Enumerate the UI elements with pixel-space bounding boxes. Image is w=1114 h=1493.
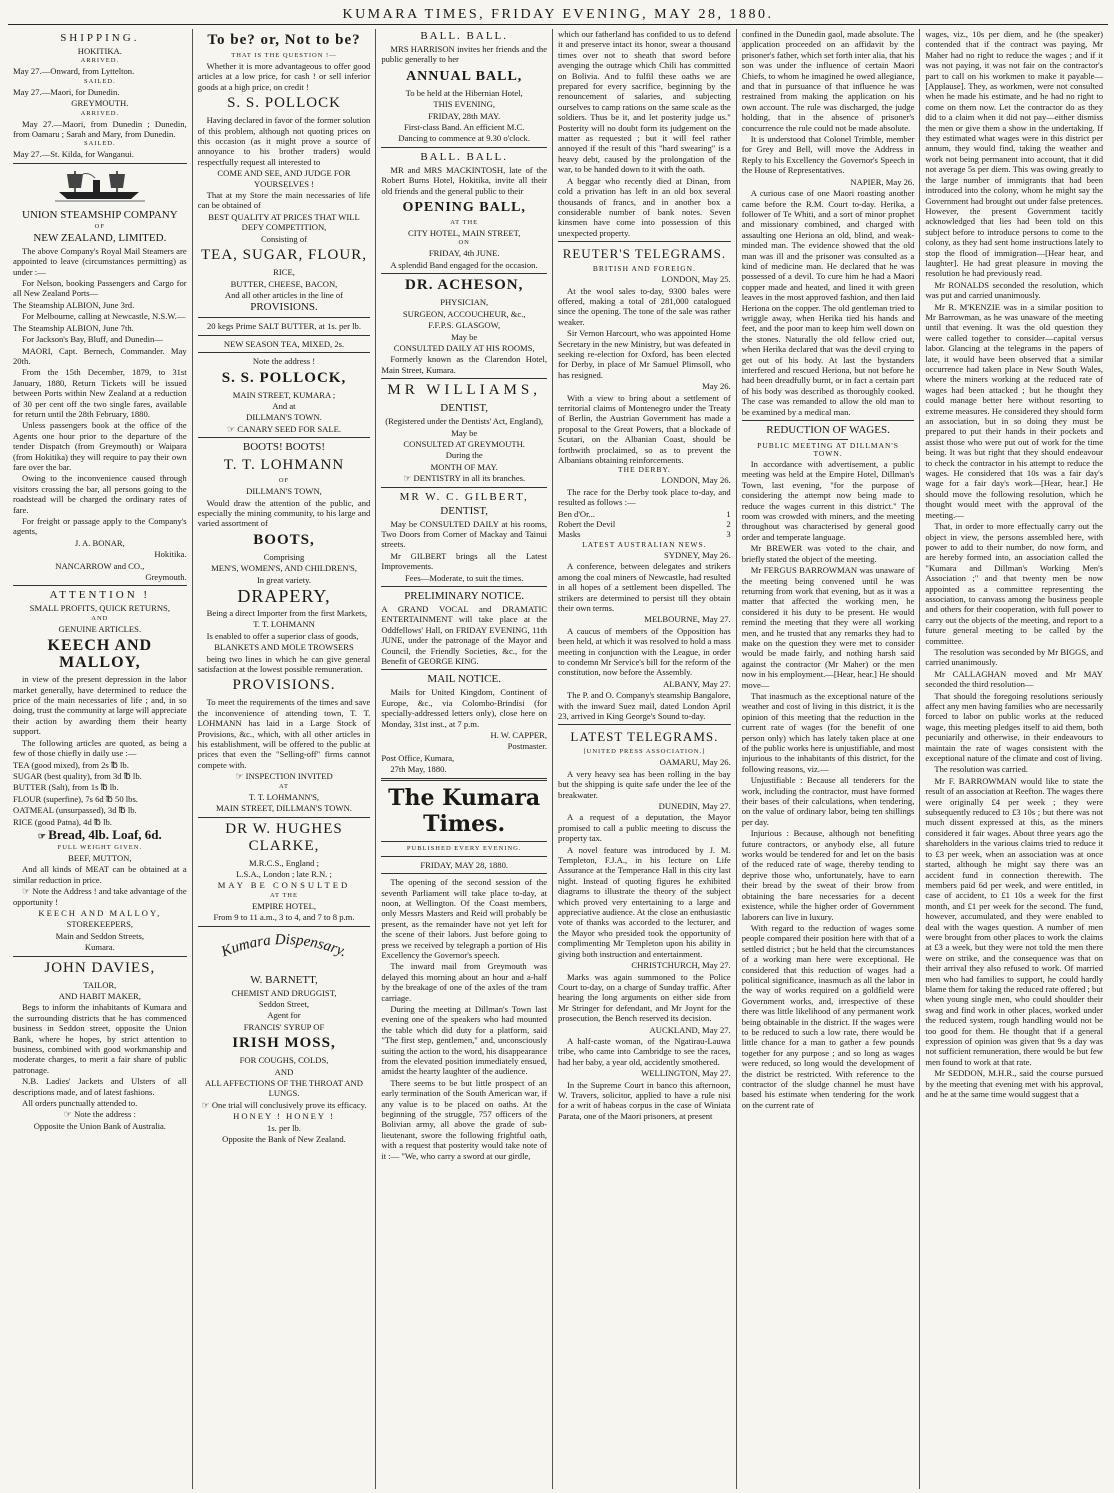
sailed-label: SAILED. [83,77,116,85]
paragraph: ALL AFFECTIONS OF THE THROAT AND LUNGS. [205,1077,363,1099]
paragraph: BEEF, MUTTON, [68,852,132,863]
slogan: COME AND SEE, AND JUDGE FOR YOURSELVES ! [217,168,351,189]
arrived-label: ARRIVED. [80,57,120,65]
pointing-hand-icon: ☞ [63,1109,75,1120]
paragraph: May be [451,331,478,342]
paragraph: Mr CALLAGHAN moved and Mr MAY seconded the third resolution— [925,668,1104,690]
resolution-text: That inasmuch as the exceptional nature of the weather and cost of living in this district, it is the opinion of this meeting that the reduction in the current rate of wages (for the benefit of one person only) which has lately taken place at one of the public works here is unjustifiable, and most injurious to the inhabitants of this district, for the following reasons, viz.— [741,690,915,774]
consult-line: CONSULTED AT GREYMOUTH. [403,438,525,449]
notice-text: DENTISTRY in all its branches. [413,473,526,484]
credential: M.R.C.S., England ; [249,857,319,868]
agent-name: J. A. BONAR, [74,537,125,548]
paragraph: A beggar who recently died at Dinan, from cold a privation has left in an old box several thousands of francs, and in another box a considerable number of bank notes. Seven kinsmen have come into possession of this unexpected property. [558,175,731,238]
paragraph: For Melbourne, calling at Newcastle, N.S.W.— [22,311,186,322]
goods-line: RICE, [273,267,295,278]
paragraph: Marks was again summoned to the Police Court to-day, on a charge of Sunday traffic. After hearing the long arguments on either side from Mr Stringer for defendant, and Mr Joynt for the prosecution, the Bench reserved its decision. [558,971,731,1024]
trade-line: TAILOR, [83,979,117,990]
price-line: 1s. per lb. [267,1122,301,1133]
editorial-paragraph: There seems to be but little prospect of an early termination of the South American war, if any value is to be placed on oaths. At the beginning of the struggle, 757 officers of the Bolivian army, all above the grade of sub-lieutenant, swore the following frightful oath, with a request that posterity would take note of it :— "We, who carry a sword at our girdle, [381,1077,548,1161]
union-steamship-heading: UNION STEAMSHIP COMPANY [22,208,178,221]
dentist-line: DENTIST, [440,402,489,415]
horse-name: Robert the Devil [558,519,616,530]
shipping-entry: May 27.—Maori, for Dunedin. [13,86,120,97]
slogan: GENUINE ARTICLES. [58,623,142,634]
divider [558,241,731,242]
ball-heading-2: BALL. BALL. [420,150,509,163]
paragraph: NEW SEASON TEA, MIXED, 2s. [223,338,345,349]
price-item: OATMEAL (unsurpassed), 3d ℔ lb. [13,805,137,816]
paragraph: It is understood that Colonel Trimble, member for Grey and Bell, will move the Address in Reply to his Excellency the Governor's Speech in the House of Representatives. [741,134,915,176]
australian-news-heading: LATEST AUSTRALIAN NEWS. [582,539,707,549]
dentist-line: DENTIST, [440,504,489,517]
paragraph: Opposite the Union Bank of Australia. [33,1120,166,1131]
port-greymouth: GREYMOUTH. [71,98,129,109]
dispensary-title: Kumara Dispensary. [219,931,349,960]
divider [381,273,547,274]
steamship-icon [55,168,145,202]
divider [808,439,848,440]
paragraph: A GRAND VOCAL and DRAMATIC ENTERTAINMENT will take place at the Oddfellows' Hall, on FRIDAY EVENING, 11th JUNE, under the patronage of the Mayor and Council, the Friendly Societies, &c., for the Benefit of GEORGE KING. [381,604,548,667]
pointing-hand-icon: ☞ [403,473,414,484]
goods-line: And all other articles in the line of [224,289,344,300]
paragraph: A a request of a deputation, the Mayor promised to call a public meeting to discuss the property tax. [558,812,731,844]
editorial-paragraph: The opening of the second session of the seventh Parliament will take place to-day, at noon, at Wellington. Of the Coast members, only Messrs Masters and Reid will probably be present, as the remainder have not yet left for the scene of their labors. Just before going to press we received by telegraph a portion of His Excellency the Governor's speech. [381,877,548,960]
paragraph: Comprising [263,551,305,562]
divider [198,437,371,438]
bread-text: Bread, 4lb. Loaf, 6d. [48,826,162,842]
paragraph [13,1109,187,1119]
boots-heading: BOOTS! BOOTS! [242,441,326,454]
office-line: Post Office, Kumara, [381,752,455,763]
paragraph: FOR COUGHS, COLDS, [239,1055,329,1066]
paragraph: In accordance with advertisement, a public meeting was held at the Empire Hotel, Dillman's Town, last evening, "for the purpose of considering the attempt now being made to reduce the wages current in this district." The room was crowded with miners, and the meeting throughout was characterised by general good order and temperate language. [741,459,915,542]
paragraph [198,771,371,781]
paragraph: Is enabled to offer a superior class of goods, [206,630,359,641]
paragraph: The following articles are quoted, as being a few of those chiefly in daily use :— [13,737,187,759]
arrived-label: ARRIVED. [80,109,120,117]
resolution-text: That should the foregoing resolutions seriously affect any men having families who are necessarily forced to labor on public works at the reduced wage, this meeting pledges itself to aid them, both pecuniarily and otherwise, in their endeavours to maintain the rate of wages consistent with the exceptional nature of the climate and cost of living. [925,690,1104,764]
address-line: T. T. LOHMANN'S, [248,791,320,802]
hughes-clarke-heading: DR W. HUGHES CLARKE, [225,820,343,854]
paragraph: May be [451,427,478,438]
paragraph: Dancing to commence at 9.30 o'clock. [398,133,530,144]
paragraph: FRANCIS' SYRUP OF [243,1021,325,1032]
divider [198,335,371,336]
paragraph: Unless passengers book at the office of the Agents one hour prior to the departure of the tender Dispatch (from Greymouth) or Waipara (from Hokitika) they will require to pay their own fare over the bar. [13,420,187,472]
issue-date: FRIDAY, MAY 28, 1880. [420,859,509,870]
paragraph: A conference, between delegates and strikers among the coal miners of Newcastle, had resulted in all hopes of a settlement been dispelled. The strikers are determined to persist till they obtain their own terms. [558,561,731,613]
paragraph: First-class Band. An efficient M.C. [403,122,525,133]
goods-line: BUTTER, CHEESE, BACON, [230,278,338,289]
press-association-label: [UNITED PRESS ASSOCIATION.] [583,748,706,756]
masthead: KUMARA TIMES, FRIDAY EVENING, MAY 28, 1880. [8,6,1108,25]
dateline: SYDNEY, May 26. [664,549,731,560]
editorial-paragraph: The inward mail from Greymouth was delayed this morning about an hour and a-half by the breakage of one of the axles of the tram carriage. [381,961,548,1003]
provisions-line: PROVISIONS. [250,301,318,314]
derby-heading: THE DERBY. [617,465,671,475]
address-line: MAIN STREET, DILLMAN'S TOWN. [216,803,352,814]
public-meeting-subheading: PUBLIC MEETING AT DILLMAN'S TOWN. [757,441,899,459]
paragraph: And all kinds of MEAT can be obtained at a similar reduction in price. [13,864,187,885]
paragraph: The Steamship ALBION, June 3rd. [13,299,135,310]
paragraph: To be held at the Hibernian Hotel, [405,87,523,98]
goods-heading: TEA, SUGAR, FLOUR, [201,247,367,264]
horse-name: Ben d'Or... [558,508,595,519]
paragraph [381,473,547,483]
paragraph: Owing to the inconvenience caused through visitors crossing the bar, all persons going to the roadstead will be charged the ordinary rates of fare. [13,473,187,515]
column-1 [8,29,192,1489]
paragraph: Mr FERGUS BARROWMAN was unaware of the meeting being convened until he was returning from work that evening, but as it was a matter that affected the working men, he considered it his duty to be present. He would remind the meeting that they were all working men, and he trusted that any remarks they had to make on the question they were met to consider would be made fairly, and nothing harsh said against the contractor (Mr Maher) or the men now in his employment.—[Hear, hear.] He should move— [741,565,915,690]
dateline: CHRISTCHURCH, May 27. [631,960,731,971]
price-item: TEA (good mixed), from 2s ℔ lb. [13,759,129,770]
paragraph: The Steamship ALBION, June 7th. [13,322,134,333]
paragraph: MR and MRS MACKINTOSH, late of the Robert Burns Hotel, Hokitika, invite all their old friends and the general public to their [381,164,548,196]
horse-name: Masks [558,529,581,540]
price-item: FLOUR (superfine), 7s 6d ℔ 50 lbs. [13,793,138,804]
paragraph: Mails for United Kingdom, Continent of Europe, &c., via Colombo-Brindisi (for specially-addressed letters only), close here on Monday, 31st inst., at 7 p.m. [381,687,548,729]
paragraph: Formerly known as the Clarendon Hotel, Main Street, Kumara. [381,354,548,375]
newspaper-title: The Kumara Times. [388,784,541,837]
paragraph: Mr RONALDS seconded the resolution, which was put and carried unanimously. [925,279,1104,301]
credential: F.F.P.S. GLASGOW, [428,320,501,331]
divider [381,856,547,857]
of-label: OF [94,222,105,230]
preliminary-notice-heading: PRELIMINARY NOTICE. [404,590,525,602]
slogan: SMALL PROFITS, QUICK RETURNS, [29,603,170,614]
address-line: Seddon Street, [258,998,310,1009]
race-result [558,529,731,539]
dispensary-arc-heading [198,930,371,973]
resolution-text: That, in order to more effectually carry out the object in view, the persons assembled here, with power to add to their number, do now form, and are hereby formed into, an association called the "Kumara and Dillman's Working Men's Association ;" and that twenty men be now appointed as a committee representing the association, to canvass among the business people and others for their cooperation, with full power to carry out the objects of the meeting, and report to a future general meeting to be called by the committee. [925,521,1104,646]
dateline: NAPIER, May 26. [850,176,915,187]
paragraph: Being a direct Importer from the first Markets, [206,608,368,618]
editorial-paragraph: During the meeting at Dillman's Town last evening one of the speakers who had mounted the table which did duty for a platform, said "The first step, gentlemen," and, unconsciously suiting the action to the word, his disappearance from the elevated position immediately ensued, amidst the hearty laughter of the audience. [381,1003,548,1077]
paragraph: A half-caste woman, of the Ngatirau-Lauwa tribe, who came into Cambridge to see the races, had her baby, a year old, accidently smothered. [558,1035,731,1067]
paragraph: The resolution was seconded by Mr BIGGS, and carried unanimously. [925,646,1104,668]
dateline: DUNEDIN, May 27. [658,801,731,811]
union-steamship-subheading: NEW ZEALAND, LIMITED. [33,231,167,244]
paragraph: For Jackson's Bay, Bluff, and Dunedin— [22,334,163,345]
address-line: CITY HOTEL, MAIN STREET, [407,228,521,239]
notice-text: INSPECTION INVITED [245,771,333,782]
paragraph: A very heavy sea has been rolling in the bay but the shipping is quite safe under the lee of the breakwater. [558,768,731,800]
paragraph: confined in the Dunedin gaol, made absolute. The application proceeded on an affidavit by the prisoner's father, which set forth inter alia, that his son was under the influence of certain Maori Chiefs, to whom he imagined he owed allegiance, and that in pursuance of that influence he was restrained from making the application on his own account. The rule was discharged, the judge holding, that in the absence of prisoner's concurrence the rule could not be made absolute. [741,29,915,133]
paragraph: The above Company's Royal Mail Steamers are appointed to leave (circumstances permitting) as under :— [13,245,187,277]
paragraph: With a view to bring about a settlement of territorial claims of Montenegro under the Treaty of Berlin, the Austrian Government has made a proposal to the Great Powers, that a blockade of Scutari, on the Albanian Coast, should be forthwith proclaimed, so as to prevent the Albanians obtaining reinforcements. [558,392,731,466]
dateline: LONDON, May 25. [661,274,731,285]
dispensary-arc [198,930,370,968]
paragraph: Mr F. BARROWMAN would like to state the result of an association at Reefton. The wages there were originally £4 per week ; they were subsequently reduced to £3 10s ; but there was not much dissent expressed at this, as the miners considered it fair wages. About three years ago the shareholders in the various claims tried to reduce it to £3 per week, when an association was at once started, although he might say there was an accident fund in connection therewith. The members paid 6d per week, and were entitled, in case of accident, to £1 10s a week for the first month, and £1 per week for the second. The fund, however, accumulated, and they were enabled to deal with the wages question. A number of men were brought from other places to work the claims at £3 a week, but they were not told the men there were on strike, and the consequence was that on their arrival they also refused to work. Of married men who had families to support, he could hardly blame them for taking the reduced rate offered ; but when young single men, who could shoulder their swag and find work in other places, worked under the reduced system, rough handling would not be too good for them. He thought that if a general expression of opinion was given that 9s a day was not sufficient remuneration, there would be but few men found to work at that rate. [925,775,1104,1067]
paragraph: With regard to the reduction of wages some people compared their position here with that of a settled district ; but he held that the circumstances of a working man here were exceptional. He considered that this reduction of wages had a political significance, inasmuch as all the labor in the way of works required on a goldfield were Government works, and, irrespective of these there was little likelihood of any permanent work being obtainable in the district. If the wages were to be reduced to such a low rate, there would be little chance for a man to gather a few pounds together for any purpose ; and so long as wages were reduced, so long would the development of the district be restricted. With reference to the contractor of the sludge channel he must have based his estimate when tendering for the work on the current rate of [741,922,915,1110]
opening-ball-display: OPENING BALL, [402,200,526,216]
paragraph: May be CONSULTED DAILY at his rooms, Two Doors from Corner of Mackay and Tainui streets. [381,518,548,550]
divider [381,873,547,874]
bread-heading [13,828,187,843]
paragraph: A caucus of members of the Opposition has been held, at which it was resolved to hold a mass meeting in conjunction with the League, in order to condemn Mr Service's bill for the reform of the constitution, now before the Assembly. [558,625,731,678]
dateline: AUCKLAND, May 27. [649,1024,731,1035]
divider [13,956,187,957]
svg-text:Kumara Dispensary. [218,931,349,960]
paragraph [198,1100,371,1110]
firm-name: KEECH AND MALLOY, [38,907,162,918]
paragraph: That at my Store the main necessaries of life can be obtained of [197,190,371,211]
paragraph: The race for the Derby took place to-day, and resulted as follows :— [558,486,731,508]
divider [381,669,547,670]
pollock-heading: S. S. POLLOCK [227,95,341,112]
paragraph: At the wool sales to-day, 9300 bales were offered, making a total of 281,000 catalogued since the opening. The tone of the sale was rather weaker. [558,285,731,327]
paragraph: Mr R. M'KENZIE was in a similar position to Mr Barrowman, as he was unaware of the meeting until that evening. It was the old question they were called together to consider—capital versus labor. Glancing at the telegrams in the papers of late, it would have been observed that a similar occurrence had taken place in New South Wales, where the miners working at the reduced rate of wages had been attacked ; but he thought they could manage better here without resorting to extreme measures. He considered they should form an association, but in so doing they must be prepared to put their hands in their pockets and assist those who were put out of work for the time being. It was but right that they should endeavour to check the contractor in his attempt to reduce the wages. He considered that 10s was a fair day's wage for a fair day's work—[Hear, hear.] He should move the following resolution, which he thought would meet with the approval of the meeting.— [925,301,1104,520]
paragraph: MRS HARRISON invites her friends and the public generally to her [381,44,548,65]
divider [198,317,371,318]
reduction-of-wages-heading: REDUCTION OF WAGES. [766,424,890,437]
agent-name: NANCARROW and CO., [55,560,145,571]
agent-place: Hokitika. [154,549,187,560]
bread-subheading: FULL WEIGHT GIVEN. [57,843,143,851]
dateline: May 26. [702,381,731,392]
divider [381,487,547,488]
divider [13,163,187,164]
address-line: MAIN STREET, KUMARA ; [232,389,336,400]
credential: PHYSICIAN, [440,297,489,308]
trade-line: AND HABIT MAKER, [58,991,141,1001]
column-4 [552,29,736,1489]
paragraph: For freight or passage apply to the Company's agents, [13,516,187,537]
address-line: DILLMAN'S TOWN. [246,412,322,423]
shipping-entry: May 27.—Maori, from Dunedin ; Dunedin, from Oamaru ; Sarah and Mary, from Dunedin. [13,118,187,140]
boots-display: BOOTS, [253,531,315,548]
paragraph [198,424,371,434]
paragraph: AND [274,1066,294,1077]
mail-notice-heading: MAIL NOTICE. [427,673,501,686]
divider [198,926,371,927]
reuters-heading: REUTER'S TELEGRAMS. [562,246,727,262]
consult-line: MAY BE CONSULTED [217,880,351,891]
paragraph: Agent for [267,1010,301,1021]
divider [381,378,547,379]
john-davies-heading: JOHN DAVIES, [44,959,156,976]
dateline: LONDON, May 26. [661,475,731,486]
drapery-display: DRAPERY, [237,586,331,606]
acheson-heading: DR. ACHESON, [405,277,524,294]
paragraph: To meet the requirements of the times and save the inconvenience of attending town, T. T. LOHMANN has laid in a Large Stock of Provisions, &c., which, with all other articles in his establishment, will be offered to the public at prices that even the "Selling-off" firms cannot compete with. [197,697,371,770]
paragraph: T. T. LOHMANN [253,619,315,630]
price-item: SUGAR (best quality), from 3d ℔ lb. [13,770,142,781]
provisions-heading: PROVISIONS. [232,677,336,694]
signature-title: Postmaster. [507,741,548,752]
address-line: EMPIRE HOTEL, [252,900,316,911]
firm-address: Main and Seddon Streets, [55,930,144,941]
credential: SURGEON, ACCOUCHEUR, &c., [402,308,526,319]
pointing-hand-icon: ☞ [22,886,33,897]
paragraph: Mr SEDDON, M.H.R., said the course pursued by the meeting that evening met with his approval, and he at the same time would suggest that a [925,1068,1104,1100]
paragraph: The resolution was carried. [934,764,1028,775]
paragraph: (Registered under the Dentists' Act, England), [385,416,544,427]
firm-trade: STOREKEEPERS, [66,919,134,930]
race-result [558,509,731,519]
credential: L.S.A., London ; late R.N. ; [236,868,332,879]
divider [558,724,731,725]
irish-moss-display: IRISH MOSS, [232,1035,336,1052]
paragraph: Having declared in favor of the former solution of this problem, although not quoting prices on this occasion (as it might prove a source of annoyance to his brother traders) would respectfully request all interested to [197,115,371,167]
paragraph [13,886,187,907]
paragraph: In the Supreme Court in banco this afternoon, W. Travers, solicitor, applied to have a rule nisi for a writ of habeas corpus in the case of Winiata Parata, one of the Maori prisoners, at present [558,1079,731,1121]
dateline: WELLINGTON, May 27. [641,1068,731,1079]
paragraph: MAORI, Capt. Bernech, Commander. May 20th. [13,345,187,366]
price-item: RICE (good Patna), 4d ℔ lb. [13,816,112,827]
to-be-heading: To be? or, Not to be? [207,32,361,48]
at-label: AT THE [270,891,298,899]
consult-line: CONSULTED DAILY AT HIS ROOMS, [393,342,535,353]
notice-text: CANARY SEED FOR SALE. [237,423,342,434]
paragraph: A novel feature was introduced by J. M. Templeton, F.J.A., in his lecture on Life Assurance at the Temperance Hall in this city last night. Instead of quoting figures he exhibited diagrams to illustrate the theory of the subject which proved very entertaining to a large and appreciative audience. At the close an enthusiastic vote of thanks was accorded to the lecturer, and the Mayor who presided took the opportunity of complimenting Mr Templeton upon his ability in giving both instruction and entertainment. [558,844,731,959]
place: 2 [726,519,731,530]
chemist-name: W. BARNETT, [250,973,318,986]
paragraph: MEN'S, WOMEN'S, AND CHILDREN'S, [211,563,357,574]
address-line: Opposite the Bank of New Zealand. [222,1134,346,1144]
pointing-hand-icon: ☞ [37,830,49,841]
paragraph: MONTH OF MAY. [430,461,498,472]
place: 1 [726,508,731,519]
divider [742,420,915,421]
port-hokitika: HOKITIKA. [77,46,122,56]
notice-text: Note the Address ! and take advantage of the opportunity ! [13,886,187,907]
shipping-heading: SHIPPING. [60,32,140,44]
paragraph: A curious case of one Maori roasting another came before the R.M. Court to-day. Herika, a follower of Te Whiti, and a sort of minor prophet and missionary combined, and charged with assaulting one Heriona an old, blind, and weak-minded man. The evidence showed that the old man was ill and the prisoner was consulted as a kind of medicine man. He declared that he was possessed of a devil. To cure him he had a Maori copper made and heated, and lined it with green leaves in the most approved fashion, and then laid Heriona on the copper. The old gentleman tried to wriggle away, when Herika tied his hands and feet, and the poor man to keep him well down on the stones. Naturally the old fellow cried out, when Herika declared that was the devil crying to get out of his body. At last the bystanders interfered and rescued Heriona, but not before he had been dreadfully burnt, or in fact a certain part of his body was described as thoroughly cooked. The case was remanded to allow the old man to be examined by a medical man. [741,188,915,417]
and-label: AND [91,614,109,622]
paragraph: During the [445,450,483,461]
date-line: FRIDAY, 4th JUNE. [428,248,500,259]
price-item: BUTTER (Salt), from 1s ℔ lb. [13,782,119,793]
paragraph: In great variety. [256,574,312,585]
paragraph: Sir Vernon Harcourt, who was appointed Home Secretary in the new Ministry, but was defeated in seeking re-election for Oxford, has been elected for Derby, in place of Mr Samuel Plimsoll, who has resigned. [558,328,731,380]
gilbert-heading: MR W. C. GILBERT, [399,490,529,503]
credential: CHEMIST AND DRUGGIST, [231,987,337,998]
divider [381,147,547,148]
paragraph: wages, viz., 10s per diem, and he (the speaker) contended that if the contract was paying, Mr Maher had no right to reduce the wages ; and if it was not paying, it was not fair on the contractor's part to call on his workmen to make it payable—[Applause]. They, as workmen, were not consulted when he made his estimate, and he had no right to come on them now. Let the contractor do as they did to a claim when it did not pay—either dismiss the men or give them a show in the undertaking. If they estimated what wages were in this district per annum, they would find, taking the weather and work not being permanent into account, that it did not average 5s per diem. This was owing greatly to the large number of immigrants that had been introduced into the colony, whom he might say the Government had brought out under false pretences. However, the present Government tacitly acknowledged that lies had been told on this subject before to introduce persons to come to the colony, as they had sent home instructions lately to stop the flood of immigration—[Hear hear, and laughter]. He had great pleasure in moving the resolution he had previously read. [925,29,1104,279]
lohmann-heading: T. T. LOHMANN [223,457,345,474]
paragraph: FRIDAY, 28th MAY. [428,110,501,121]
notice-text: Note the address : [74,1109,136,1120]
date-line: 27th May, 1880. [390,764,447,775]
divider [198,817,371,818]
at-label: AT [279,782,289,790]
resolution-text: Injurious : Because, although not benefiting future contractors, or anybody else, all future works would be tendered for and let on the basis of the reduced rate of wage, thereby tending to deprive those who, unfortunately, have to earn their bread by the sweat of their brow from obtaining the bare necessaries for a decent existence, while the higher order of Government laborers can live in luxury. [741,828,915,922]
address-line: DILLMAN'S TOWN, [246,486,322,497]
latest-telegrams-heading: LATEST TELEGRAMS. [570,729,719,745]
paragraph: 20 kegs Prime SALT BUTTER, at 1s. per lb. [207,321,361,332]
pointing-hand-icon: ☞ [235,771,246,782]
sailed-label: SAILED. [83,140,116,148]
paragraph: Begs to inform the inhabitants of Kumara and the surrounding districts that he has commenced business in Seddon street, opposite the Union Bank, where he hopes, by strict attention to business, combined with good workmanship and moderate charges, to merit a fair share of public patronage. [13,1002,187,1075]
keech-malloy-heading: KEECH AND MALLOY, [47,637,153,672]
column-6 [919,29,1108,1489]
columns [8,29,1108,1489]
divider [381,586,547,587]
at-the-label: AT THE [450,219,479,227]
of-label: OF [278,477,290,485]
williams-heading: MR WILLIAMS, [387,382,541,399]
paragraph: Would draw the attention of the public, and especially the mining community, to his large and varied assortment of [197,497,371,529]
annual-ball-display: ANNUAL BALL, [406,68,523,84]
resolution-text: Unjustifiable : Because all tenderers for the work, including the contractor, must have formed their bases of their calculations, when tendering, on the value of ordinary labor, being ten shillings per day. [741,775,915,827]
race-result [558,519,731,529]
shipping-entry: May 27.—Onward, from Lyttelton. [13,66,135,77]
steamship-illustration [13,168,187,207]
paragraph: in view of the present depression in the labor market generally, have determined to reduce the price of the main necessaries of life ; and, in so doing, trust the community at large will appreciate their action by awarding them their hearty support. [13,674,187,737]
paragraph: A splendid Band engaged for the occasion. [390,259,538,270]
divider [13,585,187,586]
attention-heading: ATTENTION ! [49,589,151,602]
paragraph: THIS EVENING, [433,99,495,110]
paragraph: Fees—Moderate, to suit the times. [404,572,524,583]
honey-line: HONEY ! HONEY ! [233,1111,335,1122]
dateline: OAMARU, May 26. [659,757,731,768]
divider [381,841,547,842]
dateline: ALBANY, May 27. [663,678,731,689]
slogan: BEST QUALITY AT PRICES THAT WILL DEFY COMPETITION, [208,211,360,233]
place: 3 [726,529,731,540]
paragraph: The P. and O. Company's steamship Bangalore, with the inward Suez mail, dated London April 23, arrived in King George's Sound to-day. [558,690,731,721]
notice-text: One trial will conclusively prove its efficacy. [211,1099,367,1110]
divider [381,778,547,781]
paragraph: For Nelson, booking Passengers and Cargo for all New Zealand Ports— [13,278,187,299]
firm-town: Kumara. [84,942,115,953]
paragraph: From the 15th December, 1879, to 31st January, 1880, Return Tickets will be issued between Ports within New Zealand at a reduction of 30 per cent off the two single fares, available for return until the 28th February, 1880. [13,367,187,419]
hours-line: From 9 to 11 a.m., 3 to 4, and 7 to 8 p.m. [213,912,355,923]
paragraph: N.B. Ladies' Jackets and Ulsters of all descriptions made, and of latest fashions. [13,1076,187,1097]
address-line: And at [272,400,296,411]
signature-name: H. W. CAPPER, [490,730,548,741]
paragraph: Mr BREWER was voted to the chair, and briefly stated the object of the meeting. [741,543,915,564]
british-foreign-heading: BRITISH AND FOREIGN. [592,264,696,274]
paragraph: Consisting of [260,233,308,244]
agent-place: Greymouth. [145,572,187,583]
on-label: ON [458,239,470,247]
pointing-hand-icon: ☞ [226,423,238,434]
ball-heading: BALL. BALL. [420,30,509,42]
shipping-entry: May 27.—St. Kilda, for Wanganui. [13,149,134,160]
paragraph: BLANKETS AND MOLE TROWSERS [214,642,354,653]
column-3 [375,29,552,1489]
divider [198,352,371,353]
published-line: PUBLISHED EVERY EVENING. [406,844,522,852]
pointing-hand-icon: ☞ [201,1099,212,1110]
dateline: MELBOURNE, May 27. [644,614,731,625]
column-2 [192,29,376,1489]
paragraph: Note the address ! [252,356,316,367]
question-subheading: THAT IS THE QUESTION !— [231,52,337,59]
paragraph: which our fatherland has confided to us to defend it and preserve intact its honor, swear a thousand times over not to sheath that sword before avenging the outrage which Chili has committed on Bolivia. And to fulfil these oaths we are prepared for every sacrifice, beginning by the renouncement of salaries, and subjecting ourselves to camp rations on the same scale as the soldiers. Thus be it, and let posterity judge us." Posterity will no doubt form its judgement on the matter as requested ; but it will feel rather annoyed if the result of this "hard swearing" is a heavy debt, caused by the prolongation of the war, to be handed down to it with the oath. [558,29,731,175]
column-5 [736,29,920,1489]
paragraph: All orders punctually attended to. [22,1098,138,1109]
paragraph: being two lines in which he can give general satisfaction at the lowest possible remuneration. [197,653,371,675]
pollock-heading-2: S. S. POLLOCK, [221,369,347,386]
paragraph: Whether it is more advantageous to offer good articles at a low price, for cash ! or sell inferior goods at a high price, on credit ! [197,61,371,92]
paragraph: Mr GILBERT brings all the Latest Improvements. [381,550,548,572]
